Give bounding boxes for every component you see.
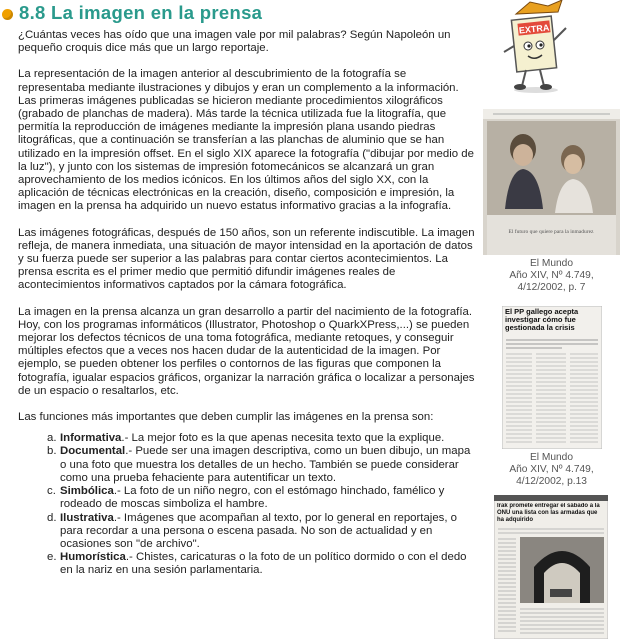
functions-list [18,432,476,577]
newspaper-mascot-icon [500,0,572,94]
function-text: .- La foto de un niño negro, con el estómago hinchado, famélico y rodeado de moscas simboliza el hambre. [60,485,445,511]
section-header [18,0,476,30]
caption-source: El Mundo [529,452,574,463]
caption-issue: Año XIV, Nº 4.749, [509,270,594,282]
caption-date-page: 4/12/2002, p. 7 [517,282,586,294]
clipping3-headline: Irak promete entregar el sábado a la ONU una lista con las armadas que ha adquirido [497,503,600,523]
function-term: Informativa [60,432,122,445]
function-text: .- La mejor foto es la que apenas necesita texto que la explique. [121,432,445,445]
list-marker: c. [47,485,56,498]
clipping2-headline: El PP gallego acepta investigar cómo fue gestionada la crisis [505,308,579,332]
section-bullet-icon [2,9,13,20]
list-marker: d. [47,511,57,524]
newspaper-clipping-irak [494,495,608,639]
development-paragraph: La imagen en la prensa alcanza un gran desarrollo a partir del nacimiento de la fotografía. Hoy, con los programas informáticos (Illustrator, Photoshop o QuarkXPress,...) se pueden mejorar los defectos técnicos de una toma fotográfica, mediante retoques, y conseguir múltiples efectos que a veces nos hacen dudar de la autenticidad de la imagen. Por ejemplo, se pueden obtener los perfiles o contornos de las figuras que componen la fotografía, igualar espacios gráficos, organizar la narración gráfica o localizar a personajes de un espacio o resaltarlos, etc. [18,305,475,397]
sidebar [480,0,623,639]
functions-intro-paragraph: Las funciones más importantes que deben cumplir las imágenes en la prensa son: [18,411,434,424]
list-item [47,445,476,485]
caption-clipping2 [480,452,623,489]
function-term: Ilustrativa [60,511,114,524]
caption-issue: Año XIV, Nº 4.749, [509,464,594,476]
newspaper-clipping-pp [502,306,602,449]
list-item [47,511,476,552]
intro-paragraph: ¿Cuántas veces has oído que una imagen vale por mil palabras? Según Napoleón un pequeño croquis dice más que un largo reportaje. [18,29,451,55]
caption-photo1 [480,258,623,295]
photo1-headline: El futuro que quiere para la inmadurez [508,229,594,235]
section-title: 8.8 La imagen en la prensa [19,2,263,23]
history-paragraph: La representación de la imagen anterior al descubrimiento de la fotografía se representaba mediante ilustraciones y dibujos y eran un complemento a la información. Las primeras imágenes publicadas se hicieron mediante procedimientos xilográficos (grabado de planchas de madera). Más tarde la técnica utilizada fue la litografía, que permitía la reproducción de imágenes mediante la impresión plana usando piedras litográficas, que a continuación se transferían a las planchas de aluminio que se han utilizado en la impresión offset. En el siglo XIX aparece la fotografía ("dibujar por medio de la luz"), y junto con los sistemas de impresión fotomecánicos se alcanzará un gran aprovechamiento de los medios icónicos. En los últimos años del siglo XX, con la aplicación de técnicas electrónicas en la creación, diseño, composición e impresión, la imagen en la prensa ha adquirido un nuevo estatus informativo gracias a la infografía. [18,68,474,213]
photography-paragraph: Las imágenes fotográficas, después de 150 años, son un referente indiscutible. La imagen refleja, de manera inmediata, una situación de mayor intensidad en la aportación de datos y su fuerza puede ser superior a las palabras para contar ciertos acontecimientos. La prensa escrita es el primer medio que permitió difundir imágenes reales de acontecimientos informativos captados por la cámara fotográfica. [18,226,475,292]
function-term: Simbólica [60,485,114,498]
caption-source: El Mundo [529,258,574,269]
function-term: Documental [60,445,126,458]
function-text: .- Puede ser una imagen descriptiva, como un buen dibujo, un mapa o una foto que muestra los detalles de un hecho. También se puede considerar como una prueba fehaciente para autentificar un texto. [60,445,471,484]
list-marker: e. [47,551,57,564]
caption-date-page: 4/12/2002, p.13 [516,476,587,488]
list-item [47,432,476,445]
list-marker: a. [47,432,57,445]
list-item [47,551,476,577]
newspaper-photo-children [483,109,620,255]
list-marker: b. [47,445,57,458]
function-text: .- Imágenes que acompañan al texto, por lo general en reportajes, o para recordar a una persona o escena pasada. No son de actualidad y en ocasiones son "de archivo". [60,511,458,550]
article [18,0,476,578]
list-item [47,485,476,511]
mascot-sign-text: EXTRA [518,22,550,36]
function-text: .- Chistes, caricaturas o la foto de un político dormido o con el dedo en la nariz en una sesión parlamentaria. [60,551,467,577]
function-term: Humorística [60,551,126,564]
